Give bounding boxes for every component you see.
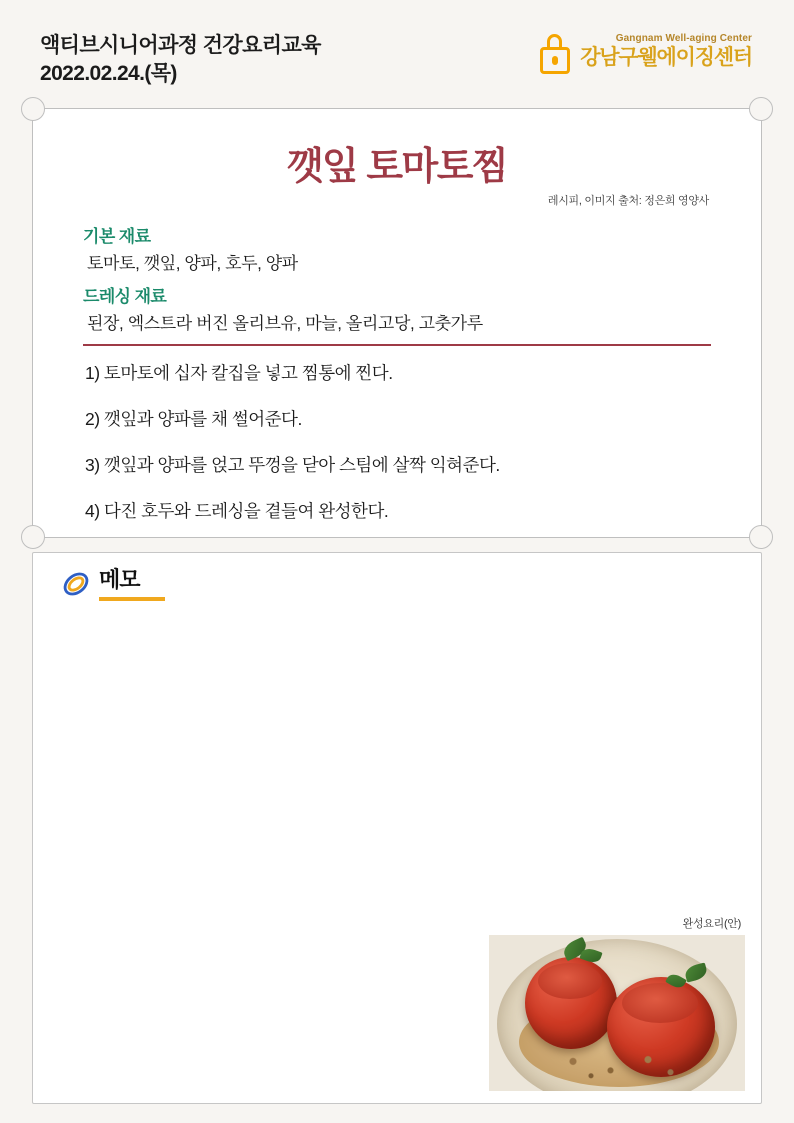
- section-divider: [83, 344, 711, 346]
- recipe-step: 3) 깻잎과 양파를 얹고 뚜껑을 닫아 스팀에 살짝 익혀준다.: [85, 455, 500, 475]
- logo-text-block: [580, 34, 752, 68]
- memo-label: 메모: [99, 567, 140, 592]
- page-title: 액티브시니어과정 건강요리교육: [40, 34, 321, 57]
- dressing-ingredients-heading: 드레싱 재료: [83, 287, 167, 306]
- recipe-step: 4) 다진 호두와 드레싱을 곁들여 완성한다.: [85, 501, 389, 521]
- recipe-step: 1) 토마토에 십자 칼집을 넣고 찜통에 찐다.: [85, 363, 393, 383]
- base-ingredients-heading: 기본 재료: [83, 227, 151, 246]
- memo-box[interactable]: [32, 552, 762, 1104]
- recipe-card: [32, 108, 762, 538]
- recipe-steps: [67, 360, 727, 523]
- photo-caption: 완성요리(안): [682, 918, 741, 930]
- recipe-source: 레시피, 이미지 출처: 정은희 영양사: [547, 195, 709, 207]
- page-date: 2022.02.24.(목): [40, 62, 177, 86]
- card-corner-notch-top-left: [21, 97, 45, 121]
- base-ingredients-list: 토마토, 깻잎, 양파, 호두, 양파: [87, 254, 298, 273]
- memo-underline: [99, 597, 165, 601]
- logo-english-name: Gangnam Well-aging Center: [615, 33, 752, 44]
- card-corner-notch-bottom-left: [21, 525, 45, 549]
- page-header: [32, 28, 762, 100]
- logo-korean-name: 강남구웰에이징센터: [580, 46, 752, 69]
- memo-header: [51, 567, 743, 601]
- logo-mark-icon: [540, 34, 574, 74]
- card-corner-notch-top-right: [749, 97, 773, 121]
- card-corner-notch-bottom-right: [749, 525, 773, 549]
- finished-dish-photo-block: [489, 915, 745, 1091]
- paperclip-icon: [61, 569, 91, 599]
- finished-dish-photo: [489, 935, 745, 1091]
- memo-label-wrapper: [99, 567, 165, 601]
- ingredients-block: [67, 222, 727, 334]
- recipe-step: 2) 깻잎과 양파를 채 썰어준다.: [85, 409, 302, 429]
- header-text-block: [32, 28, 321, 89]
- dish-title: 깻잎 토마토찜: [286, 146, 508, 188]
- dressing-ingredients-list: 된장, 엑스트라 버진 올리브유, 마늘, 올리고당, 고춧가루: [87, 314, 483, 333]
- center-logo: [540, 28, 762, 74]
